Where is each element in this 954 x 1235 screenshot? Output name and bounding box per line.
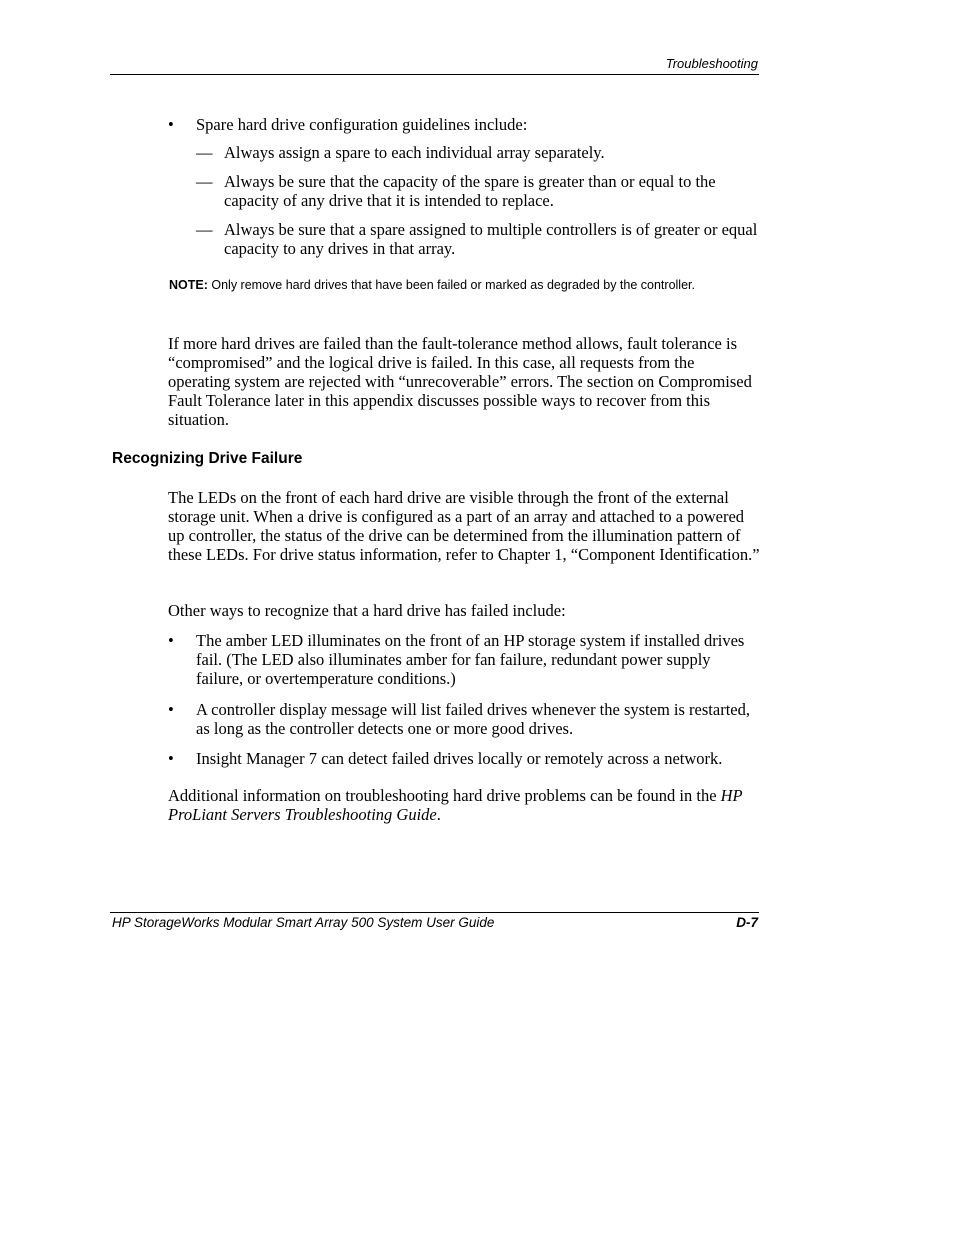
additional-info-text: Additional information on troubleshooting hard drive problems can be found in the	[168, 786, 721, 805]
additional-info-end: .	[436, 805, 441, 824]
note-label: NOTE:	[169, 278, 208, 292]
dash-mark: —	[196, 143, 213, 162]
header-divider	[110, 74, 759, 75]
spare-guideline-text: Always be sure that the capacity of the spare is greater than or equal to the capacity of any drive that it is intended to replace.	[224, 172, 716, 210]
failure-indicator-text: The amber LED illuminates on the front of an HP storage system if installed drives fail. (The LED also illuminates amber for fan failure, redundant power supply failure, or overtemperature conditions.)	[196, 631, 745, 688]
bullet-mark: •	[168, 700, 174, 719]
spare-guideline-text: Always assign a spare to each individual array separately.	[224, 143, 605, 162]
bullet-mark: •	[168, 115, 174, 134]
spare-guideline-text: Always be sure that a spare assigned to multiple controllers is of greater or equal capacity to any drives in that array.	[224, 220, 758, 258]
footer-page-number: D-7	[736, 915, 758, 930]
leds-paragraph: The LEDs on the front of each hard drive are visible through the front of the external storage unit. When a drive is configured as a part of an array and attached to a powered up controller, the status of the drive can be determined from the illumination pattern of these LEDs. For drive status information, refer to Chapter 1, “Component Identification.”	[168, 488, 760, 564]
failure-indicator-text: A controller display message will list failed drives whenever the system is restarted, as long as the controller detects one or more good drives.	[196, 700, 750, 738]
dash-mark: —	[196, 220, 213, 239]
section-heading: Recognizing Drive Failure	[112, 450, 303, 467]
footer-guide-title: HP StorageWorks Modular Smart Array 500 System User Guide	[112, 915, 495, 930]
running-header: Troubleshooting	[665, 56, 758, 71]
additional-info-paragraph	[168, 786, 760, 824]
dash-mark: —	[196, 172, 213, 191]
failure-indicator-text: Insight Manager 7 can detect failed drives locally or remotely across a network.	[196, 749, 723, 768]
note-text: Only remove hard drives that have been failed or marked as degraded by the controller.	[207, 278, 695, 292]
fault-tolerance-paragraph: If more hard drives are failed than the fault-tolerance method allows, fault tolerance is “compromised” and the logical drive is failed. In this case, all requests from the operating system are rejected with “unrecoverable” errors. The section on Compromised Fault Tolerance later in this appendix discusses possible ways to recover from this situation.	[168, 334, 752, 429]
note-callout	[169, 277, 729, 293]
footer-divider	[110, 912, 759, 913]
spare-guidelines-intro: Spare hard drive configuration guidelines include:	[196, 115, 528, 134]
other-ways-intro: Other ways to recognize that a hard drive has failed include:	[168, 601, 566, 620]
bullet-mark: •	[168, 631, 174, 650]
bullet-mark: •	[168, 749, 174, 768]
guide-title-reference: HP ProLiant Servers Troubleshooting Guide	[168, 786, 743, 824]
